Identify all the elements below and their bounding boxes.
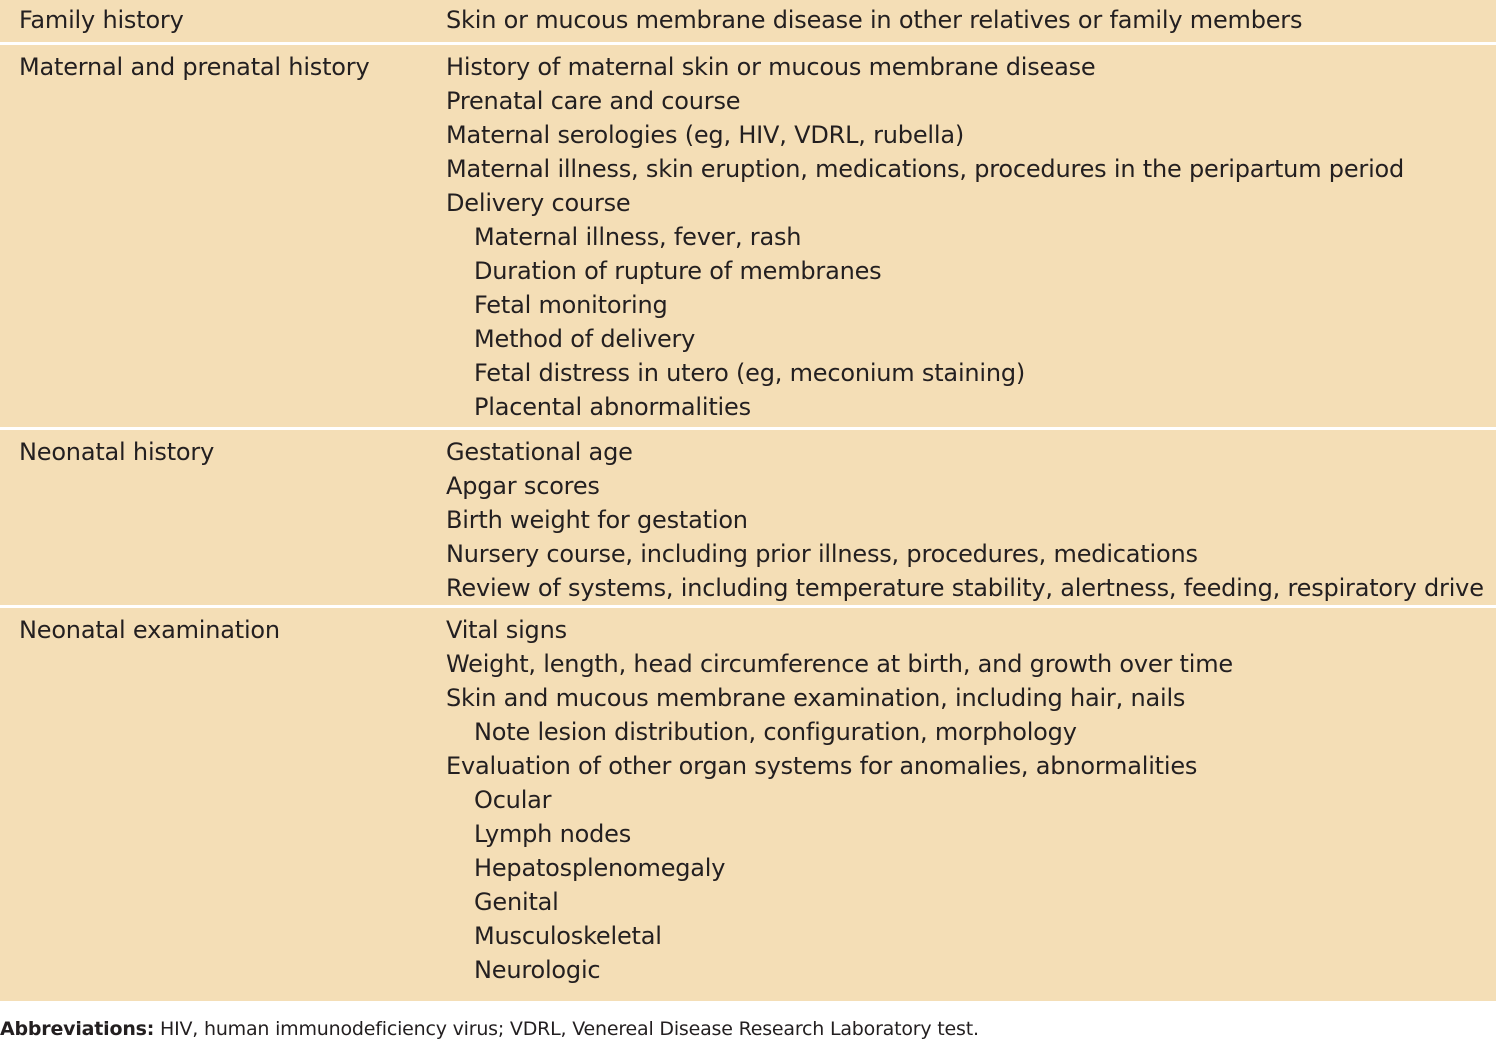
list-subitem: Fetal monitoring <box>474 291 668 319</box>
list-item: Skin and mucous membrane examination, including hair, nails <box>446 684 1186 712</box>
list-item: Vital signs <box>446 616 567 644</box>
list-item: Gestational age <box>446 438 633 466</box>
list-subitem: Method of delivery <box>474 325 696 353</box>
list-item: Review of systems, including temperature stability, alertness, feeding, respiratory drive <box>446 574 1484 602</box>
row-label: Neonatal history <box>19 438 215 466</box>
list-item: Birth weight for gestation <box>446 506 748 534</box>
footnote-text: HIV, human immunodeficiency virus; VDRL, Venereal Disease Research Laboratory test. <box>154 1018 979 1040</box>
row-items <box>428 613 1496 1001</box>
row-items <box>428 50 1496 427</box>
list-item: Weight, length, head circumference at birth, and growth over time <box>446 650 1233 678</box>
table-row-neonatal-history <box>0 430 1496 605</box>
abbreviations-footnote <box>0 1015 979 1043</box>
list-item: Nursery course, including prior illness, procedures, medications <box>446 540 1198 568</box>
list-item: History of maternal skin or mucous membrane disease <box>446 53 1096 81</box>
table-row-family-history <box>0 0 1496 42</box>
list-subitem: Genital <box>474 888 559 916</box>
row-items <box>428 3 1496 42</box>
list-subitem: Musculoskeletal <box>474 922 662 950</box>
row-label: Neonatal examination <box>19 616 280 644</box>
table-row-neonatal-examination <box>0 608 1496 1001</box>
list-subitem: Hepatosplenomegaly <box>474 854 726 882</box>
list-item: Evaluation of other organ systems for anomalies, abnormalities <box>446 752 1198 780</box>
list-subitem: Ocular <box>474 786 552 814</box>
list-item: Delivery course <box>446 189 631 217</box>
row-label: Family history <box>19 6 184 34</box>
list-subitem: Fetal distress in utero (eg, meconium staining) <box>474 359 1026 387</box>
list-subitem: Note lesion distribution, configuration, morphology <box>474 718 1077 746</box>
list-subitem: Duration of rupture of membranes <box>474 257 882 285</box>
list-subitem: Neurologic <box>474 956 601 984</box>
list-item: Maternal serologies (eg, HIV, VDRL, rubella) <box>446 121 965 149</box>
list-subitem: Lymph nodes <box>474 820 632 848</box>
footnote-label: Abbreviations: <box>0 1018 155 1040</box>
list-item: Maternal illness, skin eruption, medications, procedures in the peripartum period <box>446 155 1405 183</box>
list-item: Prenatal care and course <box>446 87 741 115</box>
row-label: Maternal and prenatal history <box>19 53 370 81</box>
list-subitem: Maternal illness, fever, rash <box>474 223 802 251</box>
list-item: Apgar scores <box>446 472 600 500</box>
row-items <box>428 435 1496 605</box>
list-subitem: Placental abnormalities <box>474 393 751 421</box>
table-row-maternal-prenatal-history <box>0 45 1496 427</box>
list-item: Skin or mucous membrane disease in other relatives or family members <box>446 6 1303 34</box>
